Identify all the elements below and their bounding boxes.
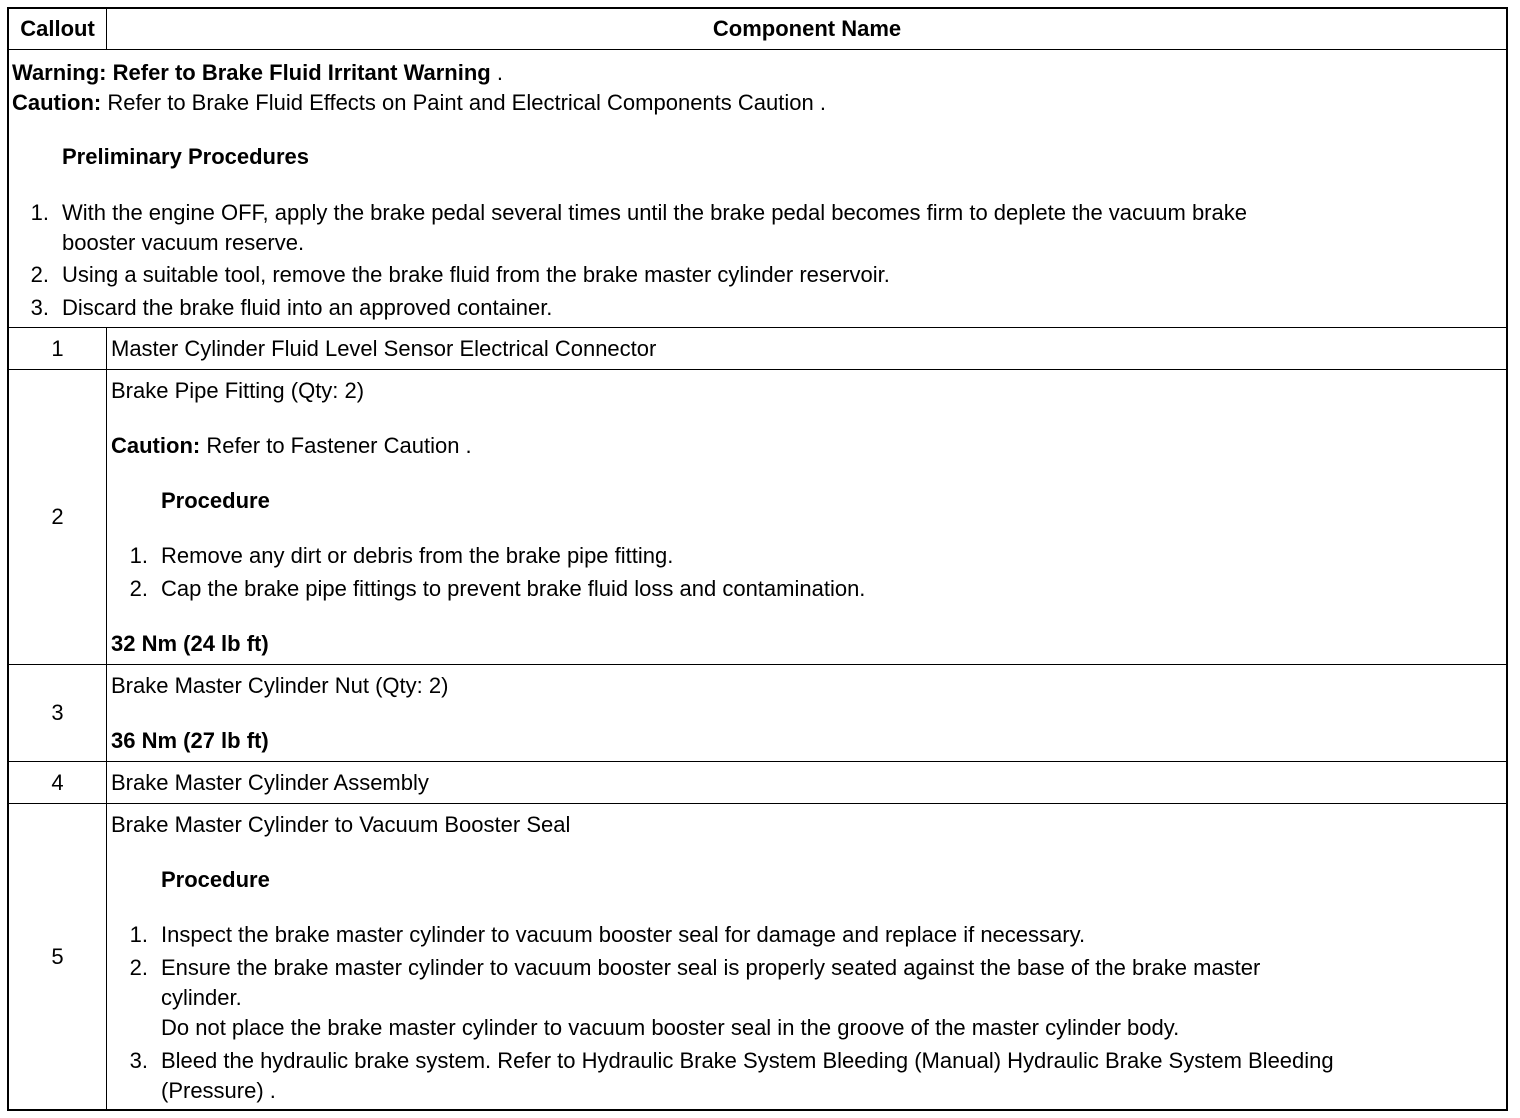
component-name: Master Cylinder Fluid Level Sensor Electrical Connector — [111, 336, 657, 361]
callout-number: 4 — [9, 762, 107, 803]
procedure-title: Procedure — [161, 867, 270, 892]
step-2-num: 2. — [129, 955, 148, 980]
prelim-step-1-line-1: With the engine OFF, apply the brake pedal several times until the brake pedal becomes firm to deplete the vacuum brake — [62, 200, 1247, 225]
procedure-table — [7, 7, 1508, 1111]
callout-number: 5 — [9, 804, 107, 1109]
step-1-line-1: Inspect the brake master cylinder to vacuum booster seal for damage and replace if necessary. — [161, 922, 1086, 947]
component-cell — [108, 370, 1506, 664]
caution-label: Caution: — [111, 433, 201, 458]
procedure-title: Procedure — [161, 488, 270, 513]
prelim-step-2-num: 2. — [30, 262, 49, 287]
table-row — [9, 804, 1506, 1109]
component-name: Brake Master Cylinder Assembly — [111, 770, 429, 795]
component-cell — [108, 804, 1506, 1109]
caution-label: Caution: — [12, 90, 102, 115]
prelim-step-1-num: 1. — [30, 200, 49, 225]
caution-text: Refer to Fastener Caution . — [200, 433, 472, 458]
preliminary-title: Preliminary Procedures — [62, 144, 310, 169]
table-row — [9, 370, 1506, 665]
torque-spec: 32 Nm (24 lb ft) — [111, 631, 269, 656]
step-2-line-2: cylinder. — [161, 985, 242, 1010]
step-3-line-1: Bleed the hydraulic brake system. Refer to Hydraulic Brake System Bleeding (Manual) Hydraulic Brake System Bleeding — [161, 1048, 1334, 1073]
component-cell — [108, 665, 1506, 761]
component-name: Brake Pipe Fitting (Qty: 2) — [111, 378, 365, 403]
callout-number: 3 — [9, 665, 107, 761]
step-3-line-2: (Pressure) . — [161, 1078, 276, 1103]
component-name: Brake Master Cylinder to Vacuum Booster Seal — [111, 812, 571, 837]
prelim-step-2-line-1: Using a suitable tool, remove the brake fluid from the brake master cylinder reservoir. — [62, 262, 890, 287]
prelim-step-3-num: 3. — [30, 295, 49, 320]
torque-spec: 36 Nm (27 lb ft) — [111, 728, 269, 753]
component-name-header: Component Name — [712, 16, 902, 41]
warning-line — [12, 60, 503, 86]
table-header-row — [9, 9, 1506, 50]
component-cell — [108, 762, 1506, 803]
step-1-text: Remove any dirt or debris from the brake pipe fitting. — [161, 543, 674, 568]
step-3-num: 3. — [129, 1048, 148, 1073]
step-1-num: 1. — [129, 922, 148, 947]
prelim-step-1-line-2: booster vacuum reserve. — [62, 230, 305, 255]
step-1-num: 1. — [129, 543, 148, 568]
callout-number: 1 — [9, 328, 107, 369]
caution-line — [111, 433, 472, 459]
callout-number: 2 — [9, 370, 107, 664]
step-2-text: Cap the brake pipe fittings to prevent brake fluid loss and contamination. — [161, 576, 866, 601]
caution-line — [12, 90, 826, 116]
step-2-line-1: Ensure the brake master cylinder to vacuum booster seal is properly seated against the base of the brake master — [161, 955, 1261, 980]
caution-text: Refer to Brake Fluid Effects on Paint and Electrical Components Caution . — [101, 90, 826, 115]
warning-label: Warning: — [12, 60, 107, 85]
table-row — [9, 665, 1506, 762]
table-row — [9, 328, 1506, 370]
callout-header: Callout — [9, 9, 107, 49]
step-2-num: 2. — [129, 576, 148, 601]
table-row — [9, 762, 1506, 804]
step-2-line-3: Do not place the brake master cylinder to vacuum booster seal in the groove of the master cylinder body. — [161, 1015, 1180, 1040]
prelim-step-3-line-1: Discard the brake fluid into an approved container. — [62, 295, 553, 320]
component-cell — [108, 328, 1506, 369]
warning-text: Refer to Brake Fluid Irritant Warning — [112, 60, 491, 85]
warning-end: . — [490, 60, 503, 85]
component-name: Brake Master Cylinder Nut (Qty: 2) — [111, 673, 449, 698]
intro-row — [9, 50, 1506, 328]
